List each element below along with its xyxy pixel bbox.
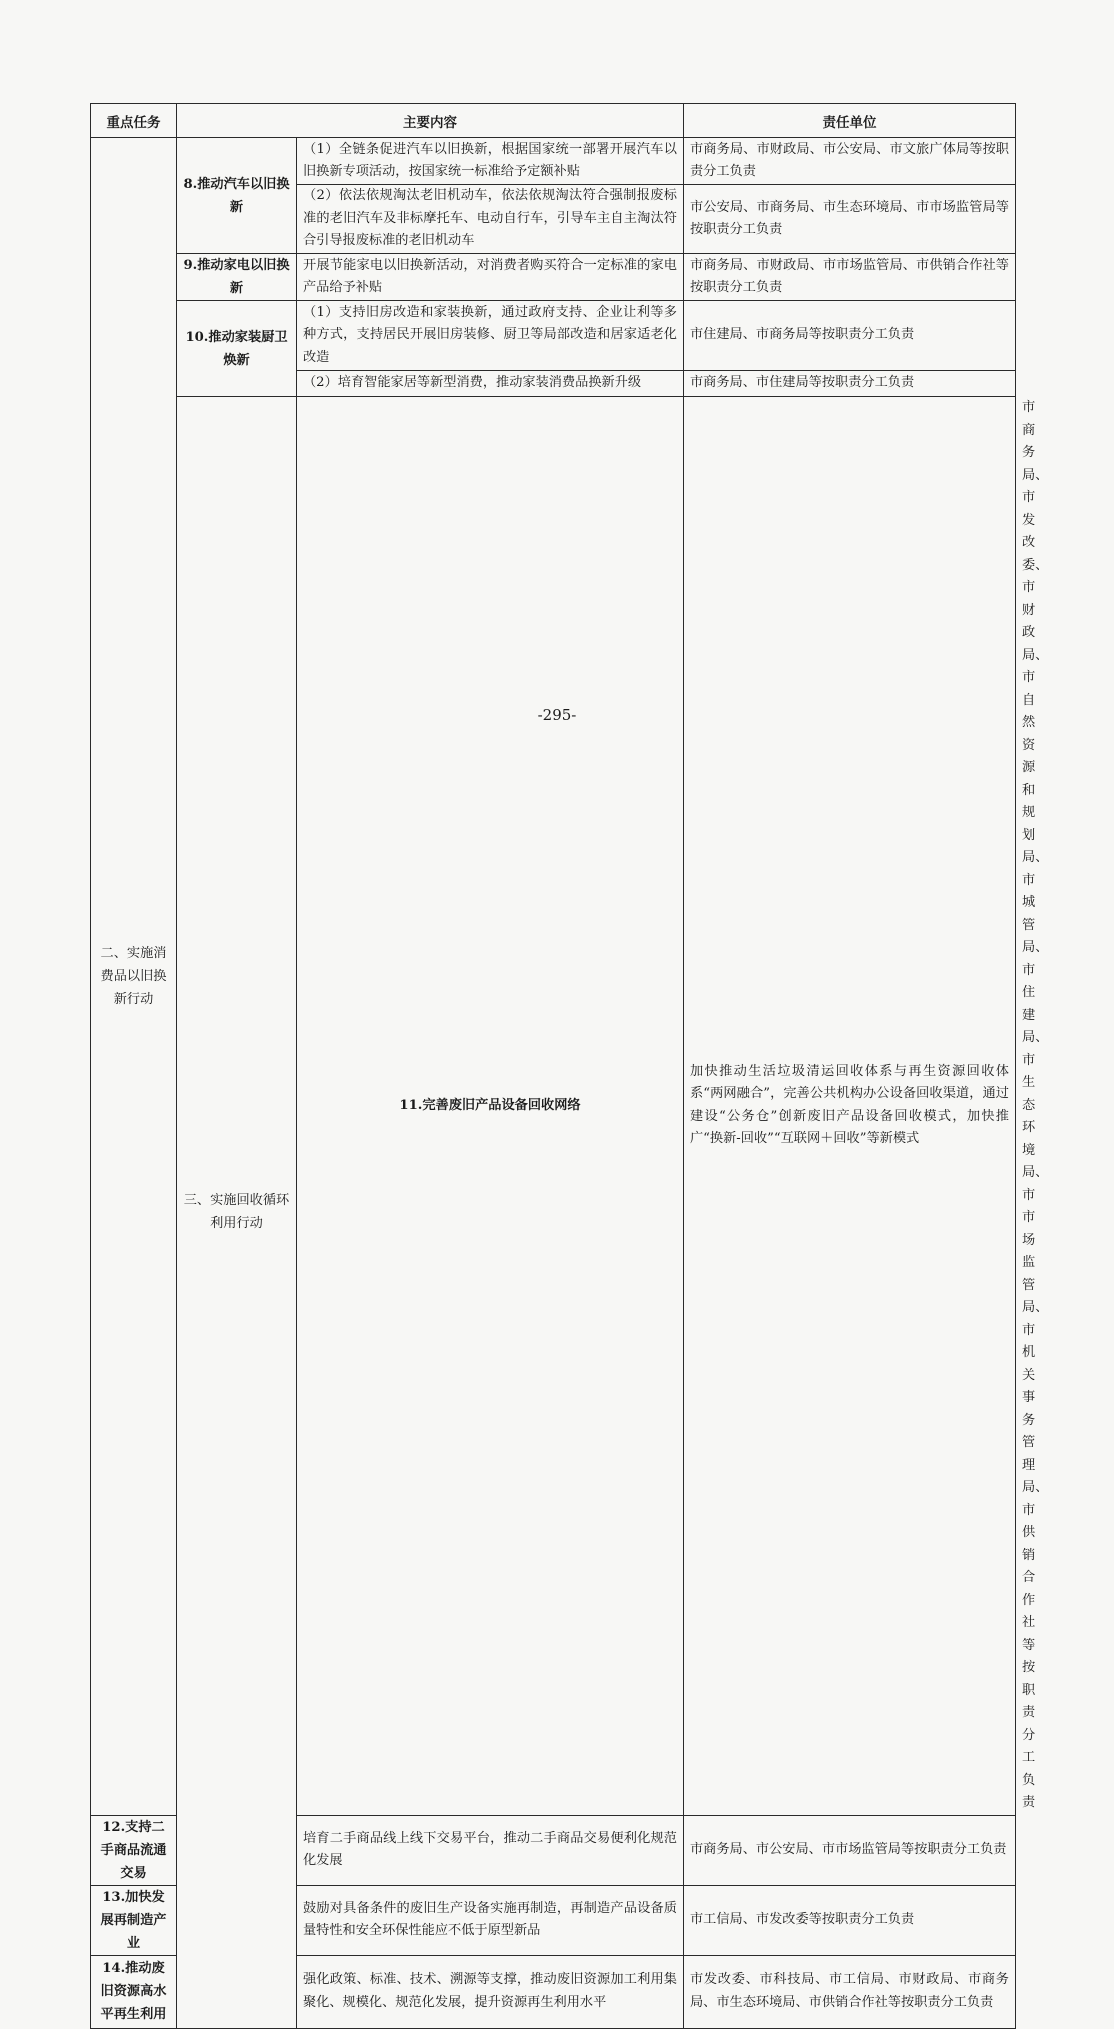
content-cell: 鼓励对具备条件的废旧生产设备实施再制造，再制造产品设备质量特性和安全环保性能应不低于原型新品 [297, 1885, 684, 1955]
content-cell: 培育二手商品线上线下交易平台，推动二手商品交易便利化规范化发展 [297, 1815, 684, 1885]
task-cell: 二、实施消费品以旧换新行动 [91, 138, 177, 1816]
table-row: 三、实施回收循环利用行动 11.完善废旧产品设备回收网络 加快推动生活垃圾清运回收体系与再生资源回收体系“两网融合”，完善公共机构办公设备回收渠道，通过建设“公务仓”创新废旧产品设备回收模式，加快推广“换新-回收”“互联网＋回收”等新模式 市商务局、市发改委、市财政局、市自然资源和规划局、市城管局、市住建局、市生态环境局、市市场监管局、市机关事务管理局、市供销合作社等按职责分工负责 [91, 397, 1016, 1816]
content-cell: 开展节能家电以旧换新活动，对消费者购买符合一定标准的家电产品给予补贴 [297, 254, 684, 301]
subtask-cell: 10.推动家装厨卫焕新 [177, 301, 297, 397]
header-unit: 责任单位 [684, 104, 1016, 138]
table-row [91, 301, 1016, 371]
content-cell: 强化政策、标准、技术、溯源等支撑，推动废旧资源加工利用集聚化、规模化、规范化发展，提升资源再生利用水平 [297, 1955, 684, 2028]
content-cell: （2）依法依规淘汰老旧机动车，依法依规淘汰符合强制报废标准的老旧汽车及非标摩托车、电动自行车，引导车主自主淘汰符合引导报废标准的老旧机动车 [297, 185, 684, 254]
unit-cell: 市发改委、市科技局、市工信局、市财政局、市商务局、市生态环境局、市供销合作社等按职责分工负责 [684, 1955, 1016, 2028]
header-content: 主要内容 [177, 104, 684, 138]
content-cell: （2）培育智能家居等新型消费，推动家装消费品换新升级 [297, 371, 684, 397]
header-task: 重点任务 [91, 104, 177, 138]
subtask-cell: 11.完善废旧产品设备回收网络 [297, 397, 684, 1816]
unit-cell: 市商务局、市财政局、市公安局、市文旅广体局等按职责分工负责 [684, 138, 1016, 185]
task-table [90, 103, 1049, 2029]
unit-cell: 市商务局、市公安局、市市场监管局等按职责分工负责 [684, 1815, 1016, 1885]
unit-cell: 市商务局、市财政局、市市场监管局、市供销合作社等按职责分工负责 [684, 254, 1016, 301]
subtask-cell: 14.推动废旧资源高水平再生利用 [91, 1955, 177, 2028]
subtask-cell: 13.加快发展再制造产业 [91, 1885, 177, 1955]
table-header-row [91, 104, 1016, 138]
page-number: -295- [537, 706, 577, 724]
content-cell: （1）支持旧房改造和家装换新，通过政府支持、企业让利等多种方式，支持居民开展旧房装修、厨卫等局部改造和居家适老化改造 [297, 301, 684, 371]
content-cell: （1）全链条促进汽车以旧换新，根据国家统一部署开展汽车以旧换新专项活动，按国家统一标准给予定额补贴 [297, 138, 684, 185]
unit-cell: 市公安局、市商务局、市生态环境局、市市场监管局等按职责分工负责 [684, 185, 1016, 254]
subtask-cell: 12.支持二手商品流通交易 [91, 1815, 177, 1885]
table-row [91, 254, 1016, 301]
task-cell: 三、实施回收循环利用行动 [177, 397, 297, 2029]
unit-cell: 市工信局、市发改委等按职责分工负责 [684, 1885, 1016, 1955]
subtask-cell: 9.推动家电以旧换新 [177, 254, 297, 301]
table-row [91, 138, 1016, 185]
content-cell: 加快推动生活垃圾清运回收体系与再生资源回收体系“两网融合”，完善公共机构办公设备回收渠道，通过建设“公务仓”创新废旧产品设备回收模式，加快推广“换新-回收”“互联网＋回收”等新模式 [684, 397, 1016, 1816]
unit-cell: 市商务局、市住建局等按职责分工负责 [684, 371, 1016, 397]
subtask-cell: 8.推动汽车以旧换新 [177, 138, 297, 254]
unit-cell: 市住建局、市商务局等按职责分工负责 [684, 301, 1016, 371]
